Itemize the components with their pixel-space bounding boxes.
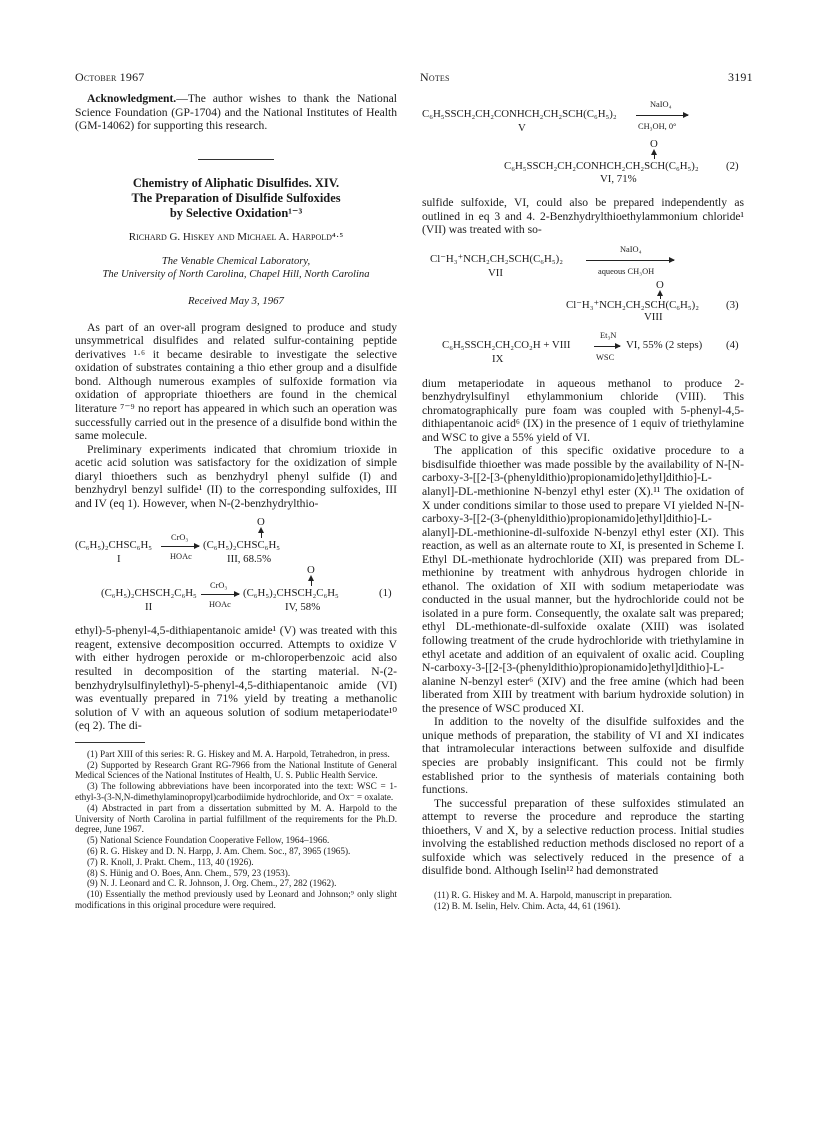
running-header-date: October 1967: [75, 70, 145, 84]
eq2-reactant-label: V: [518, 122, 526, 134]
eq4-reactant: C₆H₅SSCH₂CH₂CO₂H + VIII: [442, 338, 571, 351]
eq1-reactant: (C₆H₅)₂CHSC₆H₅: [75, 539, 153, 552]
right-column: [422, 92, 744, 911]
body-paragraph: As part of an over-all program designed to produce and study unsymmetrical disulfides and related sulfur-containing peptide derivatives ¹·⁶ it became desirable to investigate the selective oxidation of substrates containing a thio ether group and a disulfide bond. Although numerous examples of sulfoxide formation via oxidation of appropriate thioethers are found in the chemical literature ⁷⁻⁹ no report has appeared in which such an operation was successfully carried out in the presence of a disulfide bond within the same molecule.: [75, 320, 397, 443]
body-paragraph: The successful preparation of these sulfoxides stimulated an attempt to reverse the procedure and reproduce the starting thioethers, V and X, by a selective reduction process. Initial studies involving the established reduction methods disclosed no report of a sulfoxide which was selectively reduced in the presence of a disulfide bond. Although Iselin¹² had demonstrated: [422, 796, 744, 878]
eq3-number: (3): [726, 298, 739, 311]
eq2-bond-arrow: [654, 151, 655, 159]
eq1-bond-arrow-2: [311, 577, 312, 586]
running-header-section: Notes: [420, 70, 450, 84]
footnotes: [75, 749, 397, 911]
eq1-oxygen-2: O: [307, 564, 315, 577]
footnotes-right: [422, 890, 744, 912]
equation-4: [422, 329, 744, 369]
footnote: (11) R. G. Hiskey and M. A. Harpold, manuscript in preparation.: [434, 889, 672, 900]
received-date: Received May 3, 1967: [188, 295, 284, 308]
title-line-1: Chemistry of Aliphatic Disulfides. XIV.: [132, 175, 340, 190]
eq3-reagent: NaIO₄: [620, 244, 642, 254]
article-authors: Richard G. Hiskey and Michael A. Harpold⁴·⁵: [128, 230, 344, 243]
acknowledgment-text: —The author wishes to thank the National Science Foundation (GP-1704) and the National Institutes of Health (GM-14062) for supporting this research.: [75, 92, 397, 133]
eq4-reagent: Et₃N: [600, 330, 617, 340]
eq2-reagent: NaIO₄: [650, 100, 672, 109]
eq2-arrow: [636, 115, 688, 116]
eq4-arrow: [594, 346, 620, 347]
affiliation-line-2: The University of North Carolina, Chapel Hill, North Carolina: [102, 268, 370, 280]
footnote: (10) Essentially the method previously used by Leonard and Johnson;⁹ only slight modifications in this original procedure were required.: [75, 889, 397, 910]
eq3-oxygen: O: [656, 278, 664, 291]
affiliation-line-1: The Venable Chemical Laboratory,: [161, 256, 311, 268]
eq3-product-label: VIII: [644, 310, 663, 323]
body-paragraph: Preliminary experiments indicated that chromium trioxide in acetic acid solution was satisfactory for the oxidization of simple diaryl thioethers such as benzhydryl phenyl sulfide (I) and benzhydryl benzyl sulfide¹ (II) to the corresponding sulfoxides, III and IV (eq 1). However, when N-(2-benzhydrylthio-: [75, 442, 397, 510]
eq3-arrow: [586, 260, 674, 261]
footnote: (9) N. J. Leonard and C. R. Johnson, J. Org. Chem., 27, 282 (1962).: [87, 878, 337, 889]
acknowledgment-heading: Acknowledgment.: [87, 92, 177, 105]
eq1-reagent: CrO₃: [171, 533, 189, 543]
body-paragraph: In addition to the novelty of the disulfide sulfoxides and the unique methods of preparation, the stability of VI and XI indicates that intramolecular interactions between sulfoxide and disulfide species are probably insignificant. This could not be firmly established prior to the synthesis of materials containing both functions.: [422, 715, 744, 797]
title-line-3: by Selective Oxidation¹⁻³: [169, 205, 303, 220]
eq4-number: (4): [726, 338, 739, 351]
eq3-product: Cl⁻H₃⁺NCH₂CH₂SCH(C₆H₅)₂: [566, 298, 699, 311]
equation-2: [422, 98, 744, 184]
eq1-product: (C₆H₅)₂CHSC₆H₅: [203, 539, 281, 552]
eq1-solvent-2: HOAc: [209, 600, 231, 610]
article-affiliation: [75, 256, 397, 281]
eq3-reactant: Cl⁻H₃⁺NCH₂CH₂SCH(C₆H₅)₂: [430, 252, 563, 265]
eq1-solvent: HOAc: [170, 552, 192, 562]
footnote: (12) B. M. Iselin, Helv. Chim. Acta, 44, 61 (1961).: [434, 900, 621, 911]
footnote: (6) R. G. Hiskey and D. N. Harpp, J. Am. Chem. Soc., 87, 3965 (1965).: [87, 845, 351, 856]
body-paragraph: sulfide sulfoxide, VI, could also be prepared independently as outlined in eq 3 and 4. 2-Benzhydrylthioethylammonium chloride¹ (VII) was treated with so-: [422, 196, 744, 237]
eq1-reactant-label: I: [117, 553, 121, 566]
footnote-rule: [75, 742, 145, 743]
eq1-arrow-2: [201, 594, 239, 595]
left-column: [75, 92, 397, 911]
eq1-product-2: (C₆H₅)₂CHSCH₂C₆H₅: [243, 587, 339, 600]
eq1-reactant-2: (C₆H₅)₂CHSCH₂C₆H₅: [101, 587, 197, 600]
eq1-bond-arrow: [261, 529, 262, 538]
footnote: (1) Part XIII of this series: R. G. Hiskey and M. A. Harpold, Tetrahedron, in press.: [87, 748, 390, 759]
eq3-reactant-label: VII: [488, 266, 503, 279]
body-paragraph: ethyl)-5-phenyl-4,5-dithiapentanoic amide¹ (V) was treated with this reagent, extensive decomposition occurred. Attempts to oxidize V with either hydrogen peroxide or m-chloroperbenzoic acid also resulted in decomposition of the starting material. N-(2-benzhydrylsulfinylethyl)-5-phenyl-4,5-dithiapentanoic amide (VI) was eventually prepared in 71% yield by treating a methanolic solution of V with an aqueous solution of sodium metaperiodate¹⁰ (eq 2). The di-: [75, 624, 397, 733]
acknowledgment: [75, 92, 397, 133]
footnote: (5) National Science Foundation Cooperative Fellow, 1964–1966.: [87, 835, 330, 846]
eq2-number: (2): [726, 160, 739, 172]
section-separator: [198, 159, 274, 160]
eq2-product: C₆H₅SSCH₂CH₂CONHCH₂CH₂SCH(C₆H₅)₂: [504, 160, 699, 172]
eq1-product-label: III, 68.5%: [227, 553, 272, 566]
eq1-arrow: [161, 546, 199, 547]
body-paragraph: The application of this specific oxidative procedure to a bisdisulfide thioether was made possible by the availability of N-[N-carboxy-3-[[2-[3-(phenyldithio)propionamido]ethyl]dithio]-L-alanyl]-DL-methionine N-benzyl ethyl ester (X).¹¹ The oxidation of X under conditions similar to those used to prepare VI yielded N-[N-carboxy-3-[[2-(3-(phenyldithio)propionamido]ethyl]dithio]-L-alanyl]-DL-methionine-dl-sulfoxide N-benzyl ethyl ester (XI). This reaction, as well as an alternate route to XI, is presented in Scheme I. Ethyl DL-methionate hydrochloride (XII) was prepared from DL-methionine by treatment with anhydrous hydrogen chloride in ethanol. The oxidation of XII with sodium metaperiodate was conducted in the usual manner, but the hydrochloride could not be isolated in a pure form. Consequently, the oxalate salt was prepared; ethyl DL-methionate-dl-sulfoxide oxalate (XIII) was isolated following treatment of the crude hydrochloride with triethylamine in ethyl acetate and addition of an equivalent of oxalic acid. Coupling N-carboxy-3-[[2-[3-(phenyldithio)propionamido]ethyl]dithio]-L-alanine N-benzyl ester⁶ (XIV) and the free amine (which had been liberated from XIII by treatment with barium hydroxide solution) in the presence of WSC produced XI.: [422, 444, 744, 715]
eq1-reagent-2: CrO₃: [210, 581, 228, 591]
eq2-oxygen: O: [650, 138, 658, 150]
eq2-product-label: VI, 71%: [600, 173, 637, 185]
equation-1: [75, 514, 397, 616]
eq1-oxygen: O: [257, 516, 265, 529]
eq3-bond-arrow: [660, 292, 661, 299]
footnote: (2) Supported by Research Grant RG-7966 from the National Institute of General Medical Sciences of the National Institutes of Health, U. S. Public Health Service.: [75, 759, 397, 781]
eq1-product-label-2: IV, 58%: [285, 601, 321, 614]
footnote: (7) R. Knoll, J. Prakt. Chem., 113, 40 (1926).: [87, 856, 254, 867]
footnote: (4) Abstracted in part from a dissertation submitted by M. A. Harpold to the University of North Carolina in partial fulfillment of the requirements for the Ph.D. degree, June 1967.: [75, 802, 397, 835]
body-paragraph: dium metaperiodate in aqueous methanol to produce 2-benzhydrylsulfinyl ethylammonium chloride (VIII). This chromatographically pure foam was coupled with 5-phenyl-4,5-dithiapentanoic acid⁶ (IX) in the presence of 1 equiv of triethylamine and WSC to give a 55% yield of VI.: [422, 376, 744, 444]
eq4-product: VI, 55% (2 steps): [626, 338, 703, 351]
footnote: (3) The following abbreviations have been incorporated into the text: WSC = 1-ethyl-3-(3-N,N-dimethylaminopropyl)carbodiimide hydrochloride, and Ox⁻ = oxalate.: [75, 781, 397, 802]
eq4-conditions: WSC: [596, 352, 615, 362]
eq2-reactant: C₆H₅SSCH₂CH₂CONHCH₂CH₂SCH(C₆H₅)₂: [422, 108, 617, 120]
equation-3: [422, 243, 744, 321]
eq2-conditions: CH₃OH, 0°: [638, 122, 677, 131]
eq4-reactant-label: IX: [492, 352, 504, 365]
eq1-number: (1): [379, 587, 392, 600]
title-line-2: The Preparation of Disulfide Sulfoxides: [131, 190, 341, 205]
page-number: 3191: [728, 70, 753, 84]
eq3-conditions: aqueous CH₃OH: [598, 266, 655, 276]
footnote: (8) S. Hünig and O. Boes, Ann. Chem., 579, 23 (1953).: [87, 867, 291, 878]
article-title: [75, 176, 397, 221]
eq1-reactant-label-2: II: [145, 601, 153, 614]
